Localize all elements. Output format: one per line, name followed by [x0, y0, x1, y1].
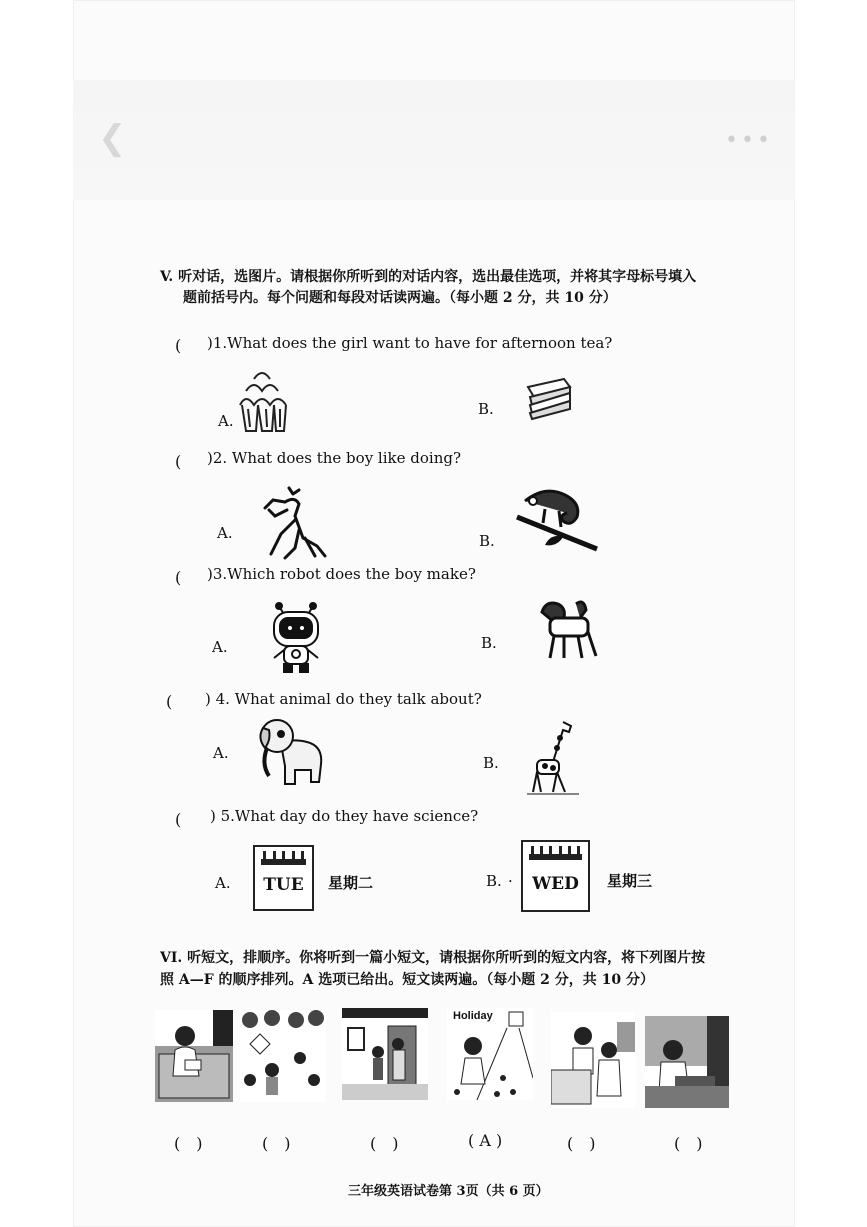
question-1: )1.What does the girl want to have for afternoon tea?	[207, 334, 613, 352]
question-3: )3.Which robot does the boy make?	[207, 565, 476, 583]
answer-box-6: ( )	[674, 1134, 703, 1153]
option-b-label: B.	[481, 634, 497, 652]
answer-box-4: ( A )	[468, 1131, 503, 1150]
door-visit-picture	[342, 1008, 428, 1100]
park-kite-picture	[240, 1010, 326, 1102]
section6-title-line2: 照 A—F 的顺序排列。A 选项已给出。短文读两遍。（每小题 2 分，共 10 分）	[160, 972, 655, 988]
holiday-picture	[447, 1008, 533, 1100]
page-footer: 三年级英语试卷第 3页（共 6 页）	[348, 1184, 549, 1199]
girl-reading-picture	[155, 1010, 233, 1102]
calendar-icon	[253, 845, 314, 911]
section5-title-line1: V. 听对话，选图片。请根据你所听到的对话内容，选出最佳选项，并将其字母标号填入	[160, 269, 697, 285]
chameleon-icon	[515, 487, 601, 555]
mantis-icon	[255, 486, 330, 562]
robot-dog-icon	[536, 598, 602, 664]
option-a-label: A.	[213, 744, 229, 762]
study-desk-picture	[645, 1016, 729, 1108]
answer-box-5: ( )	[567, 1134, 596, 1153]
sandwich-icon	[524, 377, 574, 422]
elephant-icon	[255, 714, 329, 788]
calendar-day-wed: WED	[532, 874, 579, 894]
option-b-label: B.	[486, 872, 502, 890]
option-b-label: B.	[479, 532, 495, 550]
cooking-picture	[551, 1012, 635, 1108]
holiday-sign: Holiday	[453, 1010, 493, 1022]
answer-box-1: ( )	[174, 1134, 203, 1153]
section5-title-line2: 题前括号内。每个问题和每段对话读两遍。（每小题 2 分，共 10 分）	[183, 290, 617, 306]
option-b-label: B.	[483, 754, 499, 772]
robot-icon	[268, 598, 324, 676]
calendar-day-tue: TUE	[263, 875, 304, 895]
question-5: ) 5.What day do they have science?	[210, 807, 479, 825]
option-b-label: B.	[478, 400, 494, 418]
answer-paren: (	[175, 336, 182, 355]
answer-box-3: ( )	[370, 1134, 399, 1153]
back-arrow-icon[interactable]: ❮	[98, 118, 127, 158]
option-a-label: A.	[217, 524, 233, 542]
stray-dot: ·	[508, 872, 513, 890]
question-2: )2. What does the boy like doing?	[207, 449, 461, 467]
section6-title-line1: VI. 听短文，排顺序。你将听到一篇小短文，请根据你所听到的短文内容，将下列图片按	[160, 950, 706, 966]
answer-paren: (	[175, 568, 182, 587]
option-a-label: A.	[218, 412, 234, 430]
option-a-label: A.	[215, 874, 231, 892]
giraffe-icon	[523, 718, 581, 798]
answer-paren: (	[175, 452, 182, 471]
cupcakes-icon	[232, 365, 292, 435]
calendar-icon	[521, 840, 590, 912]
question-4: ) 4. What animal do they talk about?	[205, 690, 482, 708]
option-a-label: A.	[212, 638, 228, 656]
option-a-chinese: 星期二	[328, 874, 374, 892]
answer-paren: (	[166, 692, 173, 711]
viewer-toolbar	[73, 80, 795, 200]
answer-paren: (	[175, 810, 182, 829]
option-b-chinese: 星期三	[607, 872, 653, 890]
answer-box-2: ( )	[262, 1134, 291, 1153]
more-options-icon[interactable]: •••	[725, 128, 773, 153]
